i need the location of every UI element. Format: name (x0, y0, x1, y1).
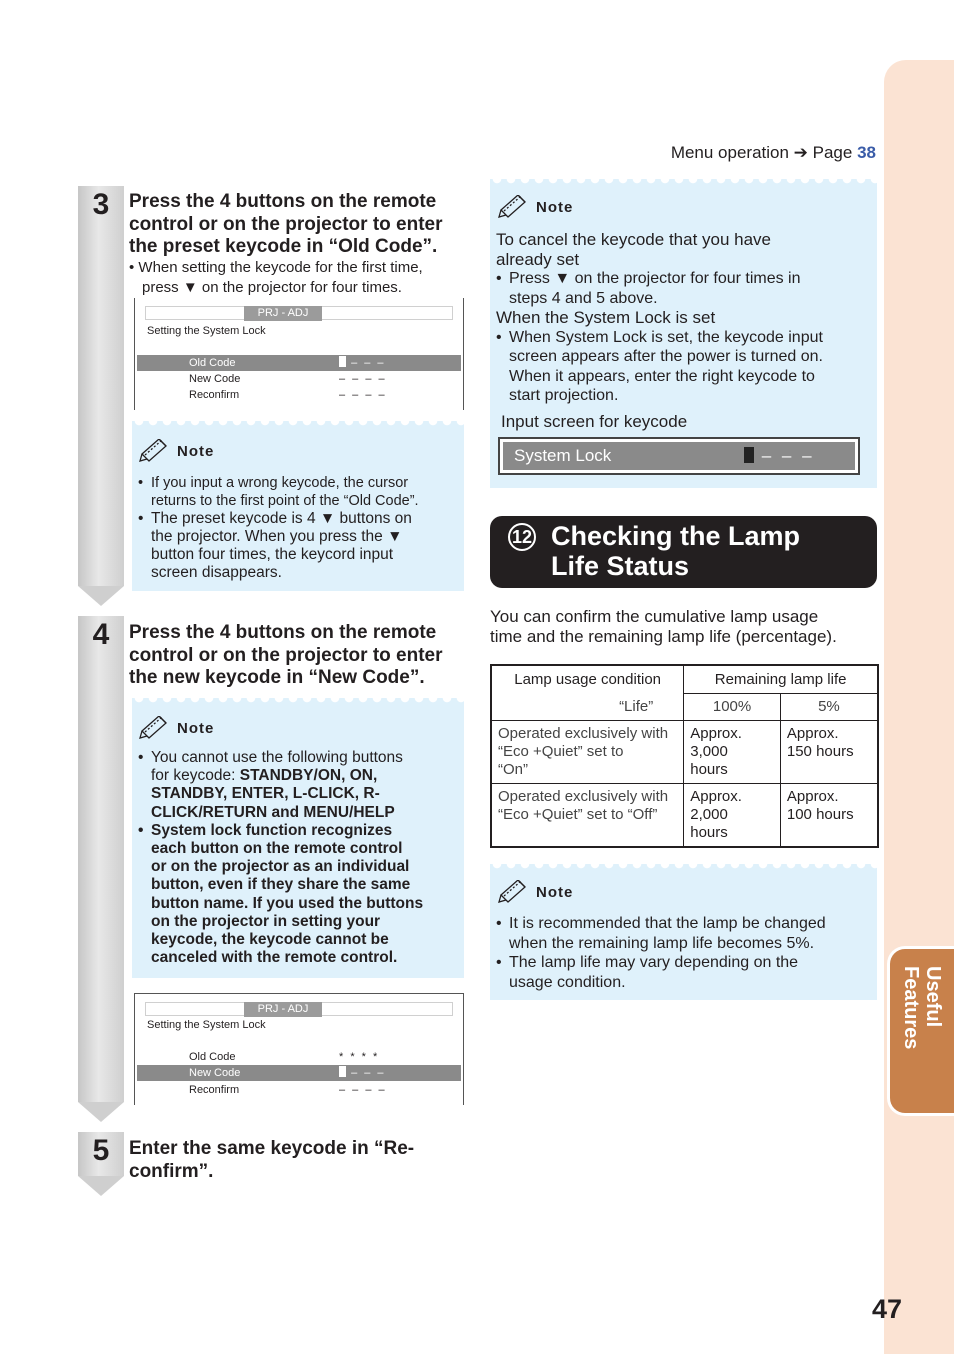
row-label: Old Code (189, 1051, 236, 1063)
step-3-bar (78, 186, 124, 586)
note-line: button four times, the keycord input (151, 546, 394, 563)
note-label: Note (536, 883, 574, 901)
screen-tab: PRJ - ADJ (244, 1002, 322, 1017)
reconfirm-row[interactable] (137, 387, 461, 403)
note-line (151, 767, 460, 785)
note-line: • The lamp life may vary depending on the (509, 954, 799, 971)
subheader-life: “Life” (491, 694, 684, 721)
note-line: • System lock function recognizes (151, 821, 393, 839)
pencil-icon (498, 195, 532, 219)
section-title-line: Life Status (551, 551, 690, 581)
lamp-life-table (490, 664, 879, 848)
note-bullet (138, 822, 460, 968)
side-strip (884, 60, 954, 1354)
screen-tab: PRJ - ADJ (244, 306, 322, 321)
note-header (498, 880, 573, 904)
step-5-title (129, 1138, 414, 1183)
table-subheader-row (491, 694, 878, 721)
note-line: keycode, the keycode cannot be (151, 931, 389, 949)
section-title-line: Checking the Lamp (551, 521, 801, 551)
note-bold: STANDBY/ON, ON, (239, 767, 378, 785)
row-value (339, 1065, 386, 1081)
screen-header (145, 306, 453, 320)
note-line: • It is recommended that the lamp be changed (509, 915, 826, 932)
note-header (139, 439, 214, 463)
cursor-icon (744, 447, 754, 463)
row-label: Old Code (189, 357, 236, 369)
note-body (496, 230, 872, 406)
side-tab-label: Useful Features (900, 966, 944, 1050)
row-label: Reconfirm (189, 389, 240, 401)
row-value: – – – – (339, 389, 387, 401)
condition-cell (491, 784, 684, 848)
intro-line: time and the remaining lamp life (percentage). (490, 627, 837, 646)
note-line: start projection. (509, 387, 619, 404)
note-scallop (132, 698, 464, 706)
note-label: Note (177, 442, 215, 460)
note-line: screen appears after the power is turned on. (509, 348, 823, 365)
note-bullet (496, 914, 872, 953)
note-header (139, 716, 214, 740)
note-box-2 (132, 698, 464, 978)
intro-line: You can confirm the cumulative lamp usage (490, 607, 819, 626)
note-body (138, 474, 458, 582)
note-line: • If you input a wrong keycode, the cursor (151, 475, 409, 491)
cell-line: hours (690, 761, 728, 778)
row-value (339, 355, 386, 371)
section-title (551, 521, 800, 581)
menu-ref-page-link[interactable]: 38 (857, 143, 876, 162)
note-line: or on the projector as an individual (151, 858, 410, 876)
screen-title: Setting the System Lock (147, 1019, 266, 1031)
title-line: Enter the same keycode in “Re- (129, 1138, 415, 1159)
condition-cell (491, 721, 684, 784)
screen-header (145, 1002, 453, 1016)
cell-line: Approx. (786, 725, 839, 742)
cell-line: “On” (498, 761, 528, 778)
table-row (491, 784, 878, 848)
title-line: confirm”. (129, 1160, 214, 1182)
header-condition: Lamp usage condition (491, 665, 684, 694)
subheader-100: 100% (684, 694, 781, 721)
note-line: canceled with the remote control. (151, 949, 398, 967)
table-row (491, 721, 878, 784)
note-line: each button on the remote control (151, 840, 403, 858)
row-value-text: – – – (351, 1067, 386, 1079)
row-value: * * * * (339, 1051, 380, 1063)
note-box-4 (490, 864, 877, 1000)
system-lock-label: System Lock (514, 446, 612, 465)
note-label: Note (177, 719, 215, 737)
note-scallop (490, 864, 877, 872)
note-line: • You cannot use the following buttons (151, 749, 403, 766)
new-code-row[interactable] (137, 371, 461, 387)
note-body (138, 749, 460, 967)
system-lock-value (744, 442, 815, 470)
note-line-start: for keycode: (151, 767, 240, 785)
title-line: Press the 4 buttons on the remote (129, 191, 437, 212)
system-lock-value-text: – – – (761, 446, 815, 465)
old-code-row[interactable] (137, 1049, 461, 1065)
value-100-cell (684, 721, 781, 784)
old-code-row[interactable] (137, 355, 461, 371)
row-label: New Code (189, 1067, 241, 1079)
page-number: 47 (872, 1294, 903, 1324)
value-100-cell (684, 784, 781, 848)
note-line: already set (496, 249, 580, 269)
note-box-1 (132, 421, 464, 591)
step-number: 3 (92, 188, 110, 221)
step-number: 5 (92, 1134, 110, 1167)
title-line: control or on the projector to enter (129, 213, 443, 235)
note-line: When it appears, enter the right keycode to (509, 367, 815, 385)
step-number: 4 (92, 618, 110, 651)
note-line: the projector. When you press the ▼ (151, 528, 403, 545)
step-3-bullet (129, 258, 423, 298)
row-value: – – – – (339, 1084, 387, 1096)
section-intro (490, 607, 880, 647)
note-line: button name. If you used the buttons (151, 894, 424, 912)
bullet-line: • When setting the keycode for the first time, (129, 259, 423, 276)
pencil-icon (139, 439, 173, 463)
cell-line: 100 hours (786, 806, 854, 823)
pencil-icon (498, 880, 532, 904)
title-line: the preset keycode in “Old Code”. (129, 236, 438, 257)
cell-line: Approx. (690, 788, 742, 805)
cell-line: 2,000 (690, 806, 728, 823)
bullet-line: press ▼ on the projector for four times. (142, 279, 402, 296)
cell-line: Operated exclusively with (498, 725, 669, 742)
cell-line: “Eco +Quiet” set to (498, 743, 624, 760)
header-remaining: Remaining lamp life (684, 665, 878, 694)
step-3-title (129, 191, 443, 259)
note-line: • The preset keycode is 4 ▼ buttons on (151, 510, 412, 527)
new-code-row[interactable] (137, 1065, 461, 1081)
value-5-cell (780, 784, 878, 848)
system-lock-screen-old-code (134, 298, 464, 410)
cell-line: Approx. (786, 788, 839, 805)
note-line: button, even if they share the same (151, 876, 411, 894)
table-header-row (491, 665, 878, 694)
note-line: • When System Lock is set, the keycode input (509, 328, 823, 346)
cell-line: 150 hours (786, 743, 854, 760)
title-line: the new keycode in “New Code”. (129, 667, 425, 688)
note-scallop (490, 179, 877, 187)
note-body (496, 914, 872, 992)
subheader-5: 5% (780, 694, 878, 721)
note-subheading (496, 230, 872, 269)
cell-line: Operated exclusively with (498, 788, 669, 805)
note-line: when the remaining lamp life becomes 5%. (509, 934, 815, 952)
system-lock-row[interactable] (503, 442, 855, 470)
note-header (498, 195, 573, 219)
row-value: – – – – (339, 373, 387, 385)
note-line: CLICK/RETURN and MENU/HELP (151, 803, 395, 821)
value-5-cell (780, 721, 878, 784)
note-line: STANDBY, ENTER, L-CLICK, R- (151, 785, 380, 803)
note-scallop (132, 421, 464, 429)
cursor-icon (339, 356, 346, 367)
note-bullet (496, 953, 872, 992)
step-5-bar (78, 1132, 124, 1176)
note-bullet (496, 328, 872, 406)
section-number-badge: 12 (508, 523, 536, 551)
note-line: screen disappears. (151, 564, 282, 581)
input-screen-caption: Input screen for keycode (501, 412, 688, 431)
note-bullet (138, 510, 458, 582)
step-4-title (129, 622, 443, 690)
note-bullet (138, 749, 460, 822)
step-4-bar (78, 616, 124, 1102)
pencil-icon (139, 716, 173, 740)
title-line: control or on the projector to enter (129, 644, 443, 666)
section-heading (490, 516, 877, 588)
cell-line: 3,000 (690, 743, 728, 760)
note-bullet (138, 474, 458, 510)
title-line: Press the 4 buttons on the remote (129, 622, 437, 643)
note-line: on the projector in setting your (151, 912, 381, 930)
note-label: Note (536, 198, 574, 216)
keycode-input-screen (498, 437, 860, 475)
system-lock-screen-new-code (134, 993, 464, 1105)
cell-line: “Eco +Quiet” set to “Off” (498, 806, 658, 823)
row-label: Reconfirm (189, 1084, 240, 1096)
note-line: steps 4 and 5 above. (509, 289, 658, 307)
note-subheading: When the System Lock is set (496, 308, 716, 327)
cursor-icon (339, 1066, 346, 1077)
cell-line: hours (690, 824, 728, 841)
note-line: • Press ▼ on the projector for four times in (509, 270, 801, 287)
row-value-text: – – – (351, 357, 386, 369)
menu-ref-text: Menu operation ➔ Page (670, 143, 853, 162)
cell-line: Approx. (690, 725, 742, 742)
row-label: New Code (189, 373, 241, 385)
note-line: returns to the first point of the “Old Code”. (151, 493, 419, 509)
note-line: usage condition. (509, 973, 626, 991)
note-bullet (496, 269, 872, 308)
menu-reference (671, 143, 876, 163)
useful-features-tab[interactable] (887, 946, 954, 1116)
reconfirm-row[interactable] (137, 1082, 461, 1098)
screen-title: Setting the System Lock (147, 325, 266, 337)
note-line: To cancel the keycode that you have (496, 230, 772, 249)
